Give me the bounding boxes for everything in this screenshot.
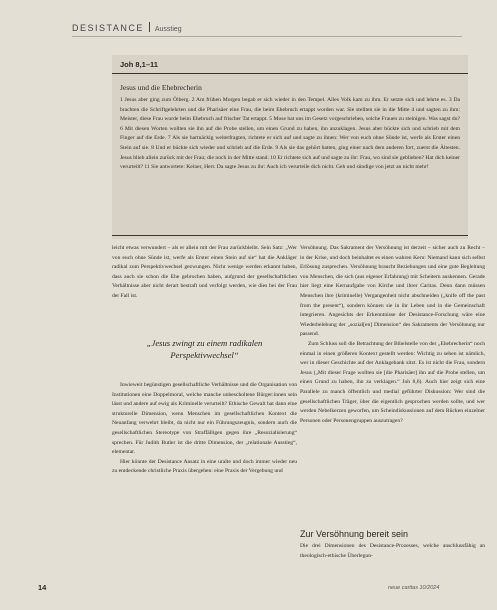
footer-journal: neue caritas 10/2024 [388,585,440,591]
page-number: 14 [38,583,47,592]
header-brand: DESISTANCE [72,23,144,33]
bible-heading: Jesus und die Ehebrecherin [120,83,202,92]
pull-quote: „Jesus zwingt zu einem radikalen Perspektivwechsel“ [146,338,263,360]
left-column-bottom [112,381,297,477]
left-paragraph-3: Hier könnte der Desistance Ansatz in eine uralte und doch immer wieder neu zu entdeckende christliche Praxis übergehen: eine Praxis der Vergebung und [112,458,297,475]
left-column-top [112,244,297,302]
left-paragraph-2: Inwieweit begünstigen gesellschaftliche Verhältnisse und die Organisation von Institutionen eine Doppelmoral, welche manche unbescholtene Bürger:innen sein lässt und andere auf ewig als Kriminelle verurteilt? Ethische Gewalt hat dann eine strukturelle Dimension, wenn Menschen im gesellschaftlichen Kontext die Neuanfang verwehrt bleibt, da nicht nur ein Führungszeugnis, sondern auch die gesellschaftlichen Stereotype von Straffälligen gegen ihre „Resozialisierung“ sprechen. Für Judith Butler ist die dritte Dimension, der „relationale Ausstieg“, elementar. [112,382,297,456]
header-separator [149,22,150,32]
bible-text: 1 Jesus aber ging zum Ölberg. 2 Am frühen Morgen begab er sich wieder in den Tempel. Alles Volk kam zu ihm. Er setzte sich und lehrte es. 3 Da brachten die Schriftgelehrten und die Pharisäer eine Frau, die beim Ehebruch ertappt worden war. Sie stellten sie in die Mitte 4 und sagten zu ihm: Meister, diese Frau wurde beim Ehebruch auf frischer Tat ertappt. 5 Mose hat uns im Gesetz vorgeschrieben, solche Frauen zu steinigen. Was sagst du? 6 Mit diesen Worten wollten sie ihn auf die Probe stellen, um einen Grund zu haben, ihn anzuklagen. Jesus aber bückte sich und schrieb mit dem Finger auf die Erde. 7 Als sie hartnäckig weiterfragten, richtete er sich auf und sagte zu ihnen: Wer von euch ohne Sünde ist, werfe als Erster einen Stein auf sie. 8 Und er bückte sich wieder und schrieb auf die Erde. 9 Als sie das gehört hatten, ging einer nach dem anderen fort, zuerst die Ältesten. Jesus blieb allein zurück mit der Frau; die noch in der Mitte stand. 10 Er richtete sich auf und sagte zu ihr: Frau, wo sind sie geblieben? Hat dich keiner verurteilt? 11 Sie antwortete: Keiner, Herr. Da sagte Jesus zu ihr: Auch ich verurteile dich nicht. Geh und sündige von jetzt an nicht mehr! [120,97,460,171]
left-paragraph-1: leicht etwas verwundert – als er allein mit der Frau zurückbleibt. Sein Satz: „Wer von euch ohne Sünde ist, werfe als Erster einen Stein auf sie“ hat die Ankläger radikal zum Perspektivwechsel gezwungen. Nicht wenige werden erkannt haben, dass auch sie schon die Ehe gebrochen haben, aufgrund der gesellschaftlichen Verhältnisse aber nicht derart bestraft und verfolgt werden, wie dies bei der Frau der Fall ist. [112,245,297,299]
right-column [300,244,485,426]
header-section: Ausstieg [154,26,182,33]
bible-text-box [112,55,468,239]
right-paragraph-2: Zum Schluss soll die Betrachtung der Bibelstelle von der „Ehebrecherin“ noch einmal in einen größeren Kontext gestellt werden: Wichtig zu sehen ist nämlich, wer in dieser Geschichte auf der Anklagebank sitzt. Es ist nicht die Frau, sondern Jesus („Mit dieser Frage wollten sie [die Pharisäer] ihn auf die Probe stellen, um einen Grund zu haben, ihn zu verklagen.“ Joh 8,6). Auch hier zeigt sich eine Parallele zu manch öffentlich und medial geführter Diskussion: Wer sind die gesellschaftlichen Träger, über die eigentlich gesprochen werden sollte, und wer werden Nebelkerzen geworfen, um Scheindiskussionen auf dem Rücken einzelner Personen oder Personengruppen auszutragen? [300,340,485,424]
bible-reference: Joh 8,1–11 [120,60,158,69]
box-top-rule [112,73,468,74]
running-header [72,22,182,33]
right-paragraph-1: Versöhnung. Das Sakrament der Versöhnung ist derzeit – sicher auch zu Recht – in der Krise, und doch beinhaltet es einen wahren Kern: Niemand kann sich selbst Erlösung zusprechen. Versöhnung braucht Beziehungen und eine gute Begleitung von Menschen, die sich (aus eigener Erfahrung) mit Scheitern auskennen. Gerade hier liegt eine Kernaufgabe von Kirche und ihrer Caritas. Denn dann müssen Menschen ihre (kriminelle) Vergangenheit nicht abschneiden („knife off the past from the present“), sondern können sie in ihr Leben und in die Gemeinschaft integrieren. Angesichts der Erkenntnisse der Desistance-Forschung wäre eine Wiederbelebung der „sozial[en] Dimension“ des Sakraments der Versöhnung nur passend. [300,245,485,338]
section-subheading: Zur Versöhnung bereit sein [300,529,409,539]
box-bottom-rule [112,235,468,236]
right-paragraph-3: Die drei Dimensionen des Desistance-Prozesses, welche anschlussfähig an theologisch-ethische Überlegun- [300,543,485,559]
header-rule [72,36,462,37]
